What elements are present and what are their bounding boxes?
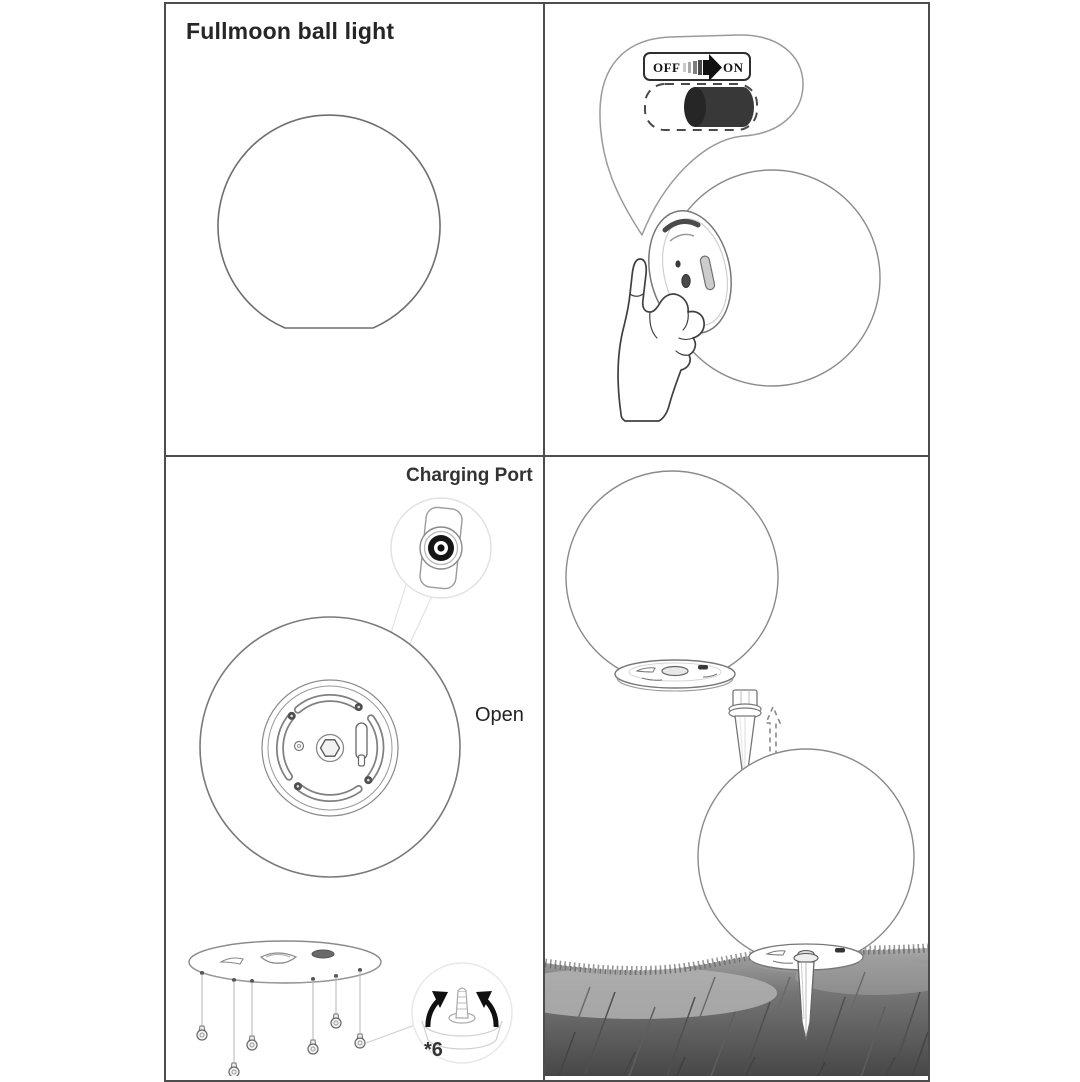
base-open-figure: [166, 457, 543, 1076]
product-title: Fullmoon ball light: [186, 18, 395, 44]
screw-hole: [295, 742, 304, 751]
switch-on-label: ON: [723, 60, 744, 75]
ball-light-figure: [166, 4, 543, 455]
ball-bottom-view: [200, 617, 460, 877]
switch-knob: [684, 87, 754, 127]
stake-install-figure: [545, 457, 928, 1076]
base-button-dot: [675, 260, 680, 267]
charging-port-magnifier: [391, 498, 491, 598]
ball-base-bottom: [615, 660, 735, 691]
switch-step-figure: [545, 4, 928, 453]
magnifier-leader-line: [366, 1025, 415, 1043]
screws: [197, 1014, 365, 1076]
panel-product-overview: [166, 4, 545, 457]
panel-stake-install-step: [545, 457, 928, 1080]
open-label: Open: [475, 704, 524, 726]
ball-outline: [218, 115, 440, 328]
charging-port-label: Charging Port: [406, 465, 533, 486]
ball-with-stake-figure: [566, 471, 780, 790]
panel-base-open-step: [166, 457, 545, 1080]
switch-off-label: OFF: [653, 60, 681, 75]
base-disc-figure: [189, 941, 381, 1076]
hex-nut: [317, 735, 344, 762]
ball-outline: [698, 749, 914, 965]
ground-figure: [545, 948, 928, 1076]
screw-count-label: *6: [424, 1039, 443, 1061]
panel-power-switch-step: [545, 4, 928, 457]
instruction-sheet: [164, 2, 930, 1082]
speech-bubble: [600, 35, 803, 235]
charging-port-icon: [419, 506, 463, 589]
disc-oval-detail: [312, 950, 334, 958]
ball-outline: [566, 471, 778, 683]
